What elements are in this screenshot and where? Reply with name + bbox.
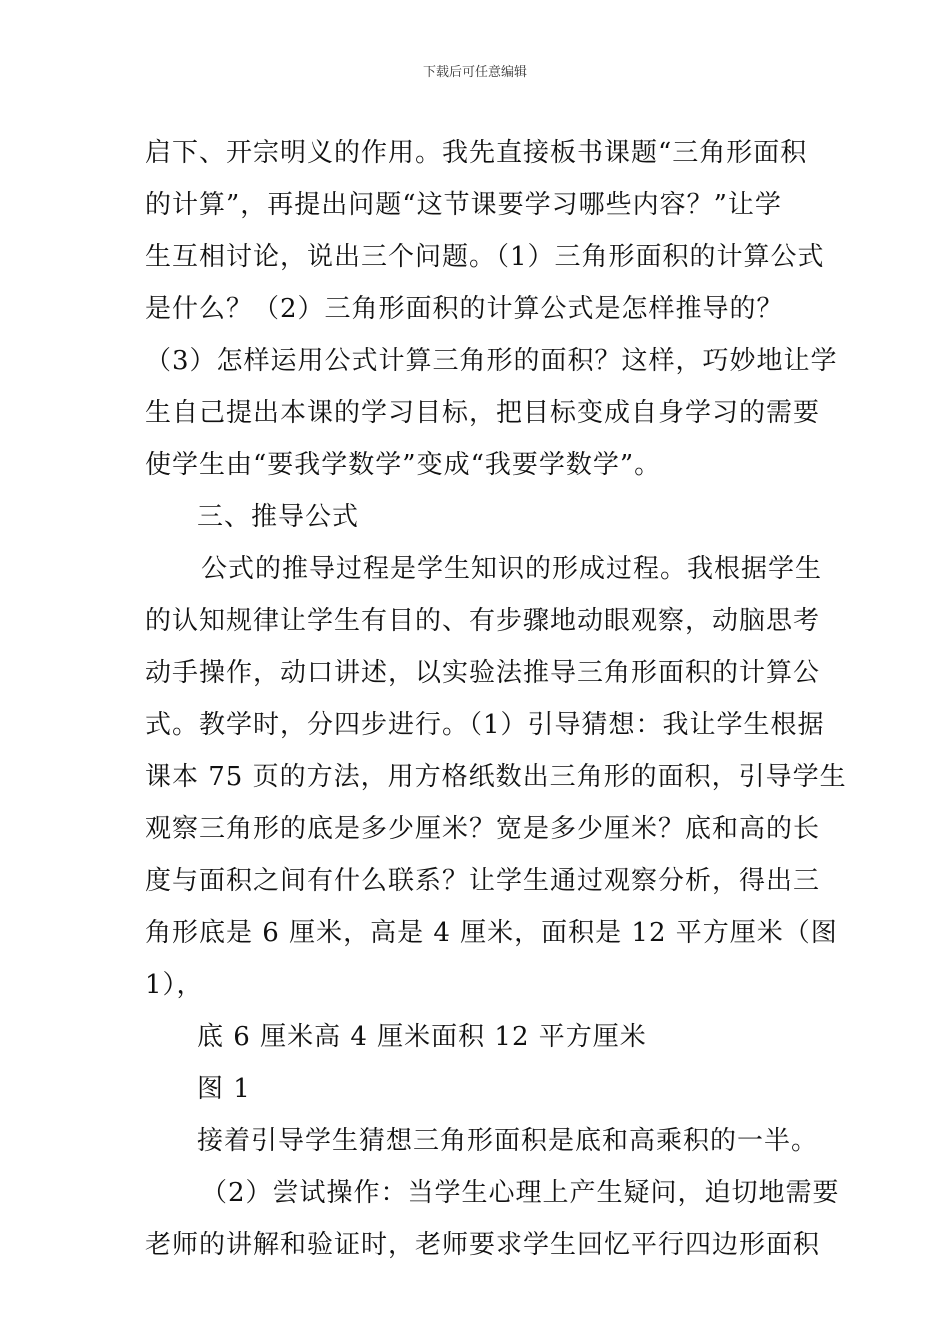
paragraph-line: 的计算”，再提出问题“这节课要学习哪些内容？”让学 — [145, 190, 782, 220]
paragraph-line: 老师的讲解和验证时，老师要求学生回忆平行四边形面积 — [145, 1230, 821, 1260]
paragraph-line: 启下、开宗明义的作用。我先直接板书课题“三角形面积 — [145, 138, 808, 168]
paragraph-line: 生自己提出本课的学习目标，把目标变成自身学习的需要 — [145, 398, 821, 428]
paragraph-line: 观察三角形的底是多少厘米？宽是多少厘米？底和高的长 — [145, 814, 821, 844]
paragraph-line: 接着引导学生猜想三角形面积是底和高乘积的一半。 — [197, 1126, 819, 1156]
paragraph-line: 生互相讨论，说出三个问题。（1）三角形面积的计算公式 — [145, 242, 825, 272]
page-header: 下载后可任意编辑 — [422, 65, 527, 80]
paragraph-line: （3）怎样运用公式计算三角形的面积？这样，巧妙地让学 — [145, 346, 838, 376]
document-body — [145, 127, 847, 1271]
paragraph-line: 公式的推导过程是学生知识的形成过程。我根据学生 — [201, 554, 823, 584]
paragraph-line: 动手操作，动口讲述，以实验法推导三角形面积的计算公 — [145, 658, 821, 688]
section-heading: 三、推导公式 — [197, 502, 360, 532]
paragraph-line: 式。教学时，分四步进行。（1）引导猜想：我让学生根据 — [145, 710, 825, 740]
figure-caption-text: 底 6 厘米高 4 厘米面积 12 平方厘米 — [197, 1022, 647, 1052]
paragraph-line: 使学生由“要我学数学”变成“我要学数学”。 — [145, 450, 662, 480]
paragraph-line: 角形底是 6 厘米，高是 4 厘米，面积是 12 平方厘米（图 — [145, 918, 838, 948]
paragraph-line: （2）尝试操作：当学生心理上产生疑问，迫切地需要 — [201, 1178, 840, 1208]
paragraph-line: 度与面积之间有什么联系？让学生通过观察分析，得出三 — [145, 866, 821, 896]
paragraph-line: 的认知规律让学生有目的、有步骤地动眼观察，动脑思考 — [145, 606, 821, 636]
paragraph-line: 课本 75 页的方法，用方格纸数出三角形的面积，引导学生 — [145, 762, 847, 792]
paragraph-line: 是什么？（2）三角形面积的计算公式是怎样推导的？ — [145, 294, 784, 324]
figure-label: 图 1 — [197, 1074, 251, 1104]
paragraph-line: 1）， — [145, 970, 204, 1000]
